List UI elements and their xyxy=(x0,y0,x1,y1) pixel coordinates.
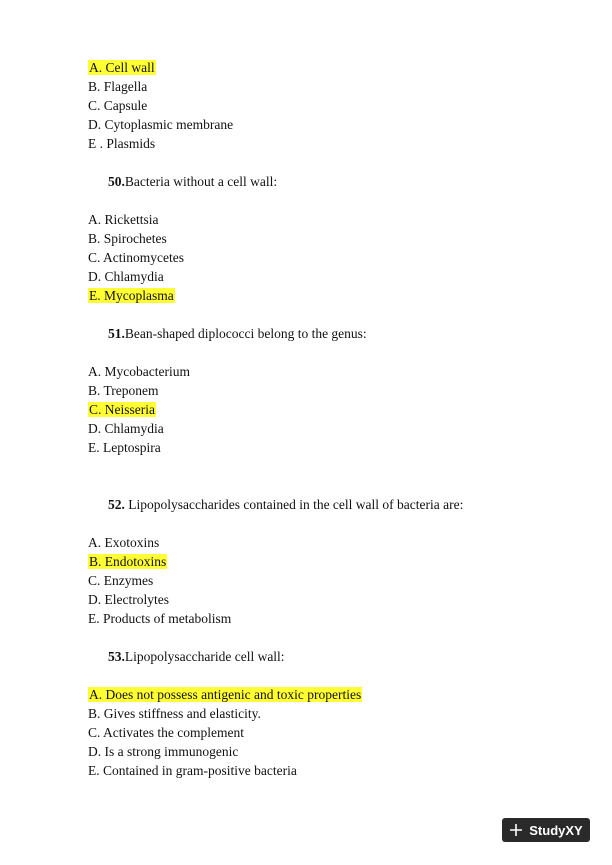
question-53 xyxy=(108,648,285,665)
q50-option-e xyxy=(88,287,175,304)
q52-option-e: E. Products of metabolism xyxy=(88,611,232,626)
question-51 xyxy=(108,325,367,342)
answer-highlight: B. Endotoxins xyxy=(89,554,167,569)
answer-highlight: A. Does not possess antigenic and toxic properties xyxy=(89,687,362,702)
q49-option-a xyxy=(88,59,156,76)
q49-option-d: D. Cytoplasmic membrane xyxy=(88,117,234,132)
q50-option-b: B. Spirochetes xyxy=(88,231,167,246)
question-text: Bacteria without a cell wall: xyxy=(124,174,278,189)
answer-highlight: C. Neisseria xyxy=(89,402,155,417)
brand-label: StudyXY xyxy=(529,822,583,838)
answer-highlight: A. Cell wall xyxy=(89,60,155,75)
q49-option-b: B. Flagella xyxy=(88,79,148,94)
q49-option-c: C. Capsule xyxy=(88,98,148,113)
q53-option-e: E. Contained in gram-positive bacteria xyxy=(88,763,297,778)
q51-option-b: B. Treponem xyxy=(88,383,159,398)
answer-highlight: E. Mycoplasma xyxy=(89,288,174,303)
q50-option-a: A. Rickettsia xyxy=(88,212,159,227)
q53-option-b: B. Gives stiffness and elasticity. xyxy=(88,706,261,721)
q51-option-c xyxy=(88,401,156,418)
question-number: 52. xyxy=(108,497,125,512)
q53-option-a xyxy=(88,686,362,703)
question-number: 53. xyxy=(108,649,125,664)
q51-option-d: D. Chlamydia xyxy=(88,421,164,436)
q51-option-e: E. Leptospira xyxy=(88,440,161,455)
question-text: Bean-shaped diplococci belong to the genus: xyxy=(124,326,367,341)
question-text: Lipopolysaccharides contained in the cell wall of bacteria are: xyxy=(124,497,464,512)
studyxy-badge[interactable] xyxy=(502,818,590,842)
question-52 xyxy=(108,496,463,513)
q53-option-d: D. Is a strong immunogenic xyxy=(88,744,239,759)
question-50 xyxy=(108,173,277,190)
q52-option-d: D. Electrolytes xyxy=(88,592,169,607)
q52-option-c: C. Enzymes xyxy=(88,573,154,588)
q50-option-c: C. Actinomycetes xyxy=(88,250,184,265)
plus-icon xyxy=(509,823,523,837)
question-number: 51. xyxy=(108,326,125,341)
q52-option-b xyxy=(88,553,167,570)
q49-option-e: E . Plasmids xyxy=(88,136,156,151)
q51-option-a: A. Mycobacterium xyxy=(88,364,190,379)
q53-option-c: C. Activates the complement xyxy=(88,725,244,740)
q52-option-a: A. Exotoxins xyxy=(88,535,160,550)
question-text: Lipopolysaccharide cell wall: xyxy=(124,649,285,664)
question-number: 50. xyxy=(108,174,125,189)
q50-option-d: D. Chlamydia xyxy=(88,269,164,284)
